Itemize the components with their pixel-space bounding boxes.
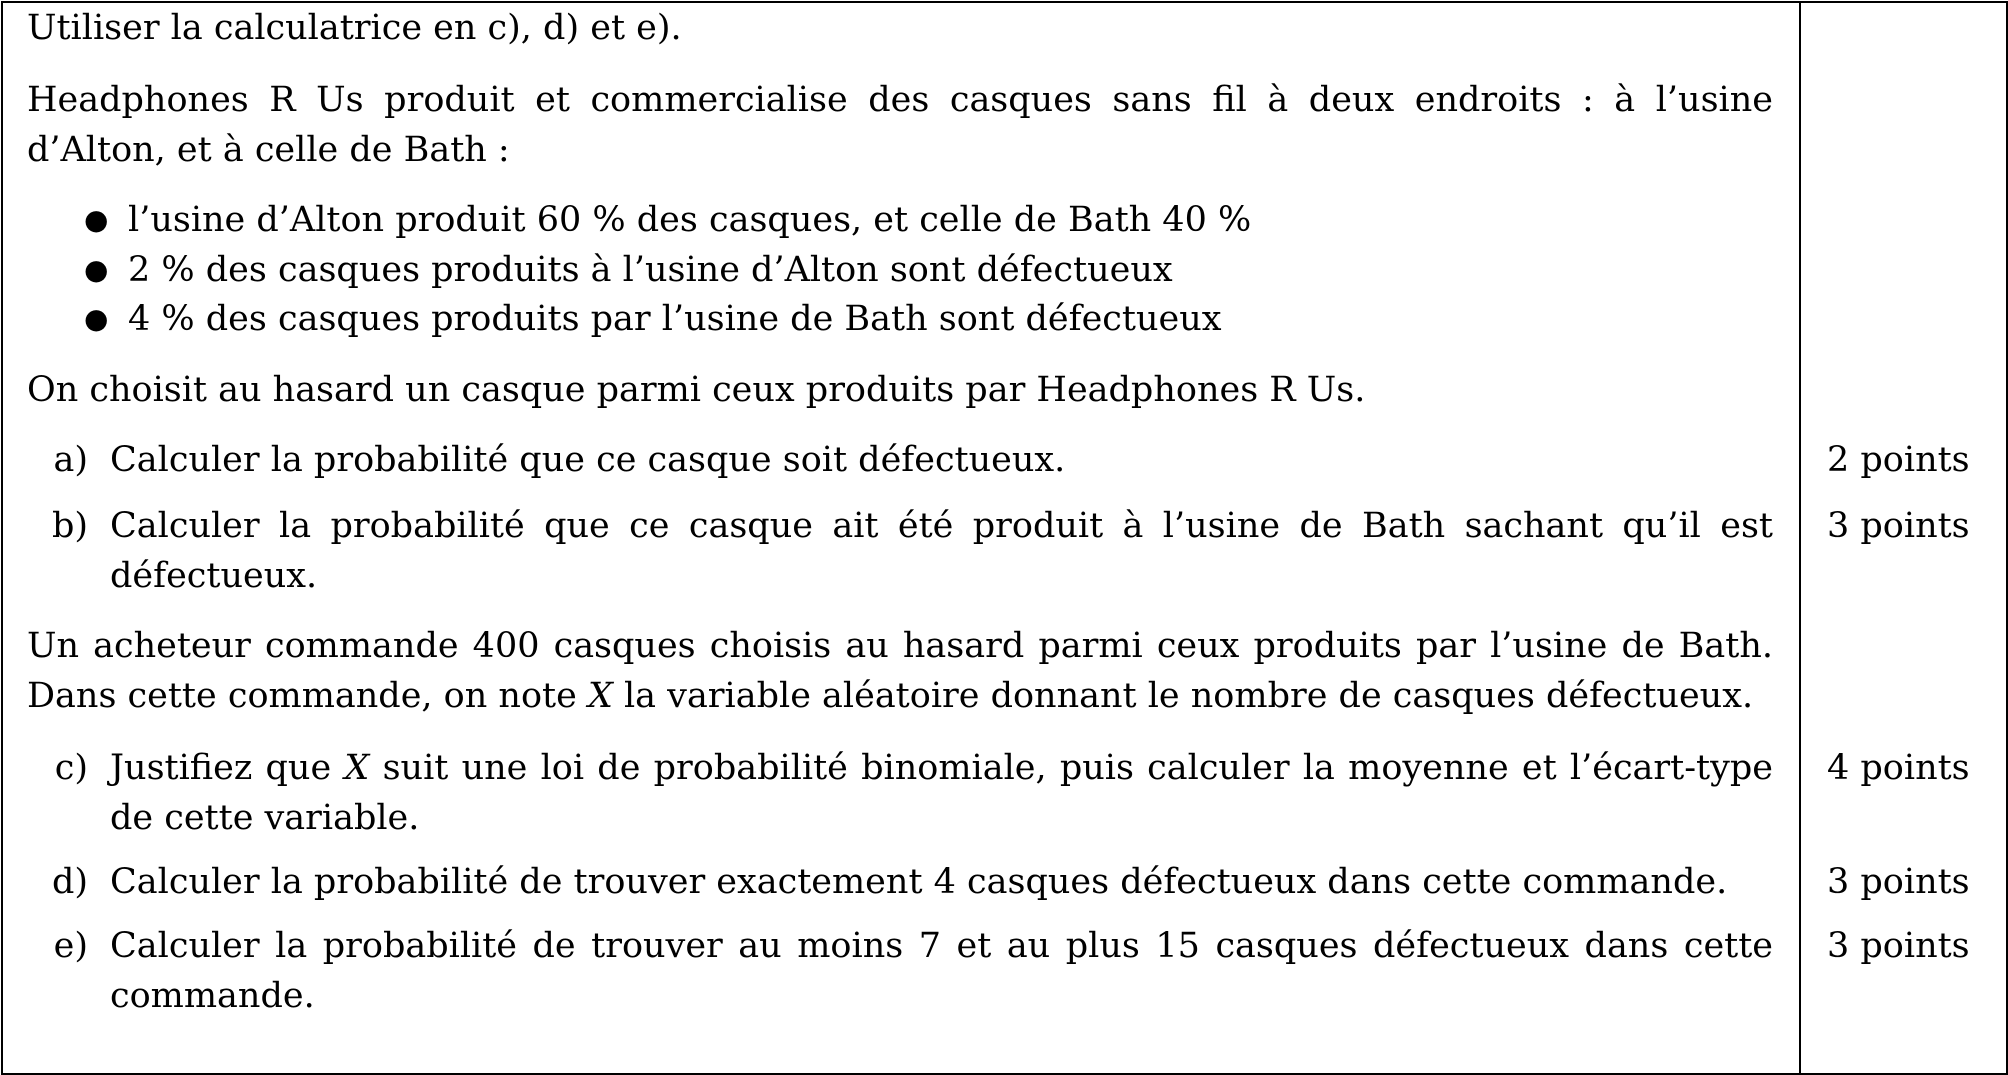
question-e-text: Calculer la probabilité de trouver au moins 7 et au plus 15 casques défectueux dans cette commande.	[110, 926, 1773, 1016]
bullet-icon: ●	[84, 203, 109, 236]
choice-sentence: On choisit au hasard un casque parmi ceux produits par Headphones R Us.	[27, 370, 1366, 410]
order-paragraph: Un acheteur commande 400 casques choisis au hasard parmi ceux produits par l’usine de Bath. Dans cette commande, on note X la variable aléatoire donnant le nombre de casques défectueux.	[27, 626, 1773, 716]
question-d-label: d)	[51, 862, 88, 902]
question-b-points: 3 points	[1827, 506, 1970, 546]
question-c-label: c)	[54, 748, 88, 788]
question-a-text: Calculer la probabilité que ce casque soit défectueux.	[110, 440, 1066, 480]
bullet-icon: ●	[84, 302, 109, 335]
question-a-label: a)	[53, 440, 88, 480]
points-column-divider	[1799, 1, 1801, 1074]
calculator-note: Utiliser la calculatrice en c), d) et e).	[27, 8, 682, 48]
question-d-text: Calculer la probabilité de trouver exactement 4 casques défectueux dans cette commande.	[110, 862, 1728, 902]
question-c-points: 4 points	[1827, 748, 1970, 788]
exam-page: Utiliser la calculatrice en c), d) et e). Headphones R Us produit et commercialise des casques sans fil à deux endroits : à l’usine d’Alton, et à celle de Bath : ● l’usine d’Alton produit 60 % des casques, et celle de Bath 40 % ● 2 % des casques produits à l’usine d’Alton sont défectueux ● 4 % des casques produits par l’usine de Bath sont défectueux On choisit au hasard un casque parmi ceux produits par Headphones R Us. a) Calculer la probabilité que ce casque soit défectueux. 2 points b) Calculer la probabilité que ce casque ait été produit à l’usine de Bath sachant qu’il est défectueux. 3 points Un acheteur commande 400 casques choisis au hasard parmi ceux produits par l’usine de Bath. Dans cette commande, on note X la variable aléatoire donnant le nombre de casques défectueux. c) Justifiez que X suit une loi de probabilité binomiale, puis calculer la moyenne et l’écart-type de cette variable. 4 points d) Calculer la probabilité de trouver exactement 4 casques défectueux dans cette commande. 3 points e) Calculer la probabilité de trouver au moins 7 et au plus 15 casques défectueux dans cette commande. 3 points	[0, 0, 2008, 1075]
variable-x: X	[344, 748, 370, 788]
question-c-text: Justifiez que X suit une loi de probabilité binomiale, puis calculer la moyenne et l’écart-type de cette variable.	[110, 748, 1773, 838]
variable-x: X	[587, 676, 613, 716]
question-e-points: 3 points	[1827, 926, 1970, 966]
question-a-points: 2 points	[1827, 440, 1970, 480]
question-e-label: e)	[53, 926, 88, 966]
bullet-icon: ●	[84, 253, 109, 286]
question-b-text: Calculer la probabilité que ce casque ait été produit à l’usine de Bath sachant qu’il est défectueux.	[110, 506, 1773, 596]
intro-paragraph: Headphones R Us produit et commercialise des casques sans fil à deux endroits : à l’usine d’Alton, et à celle de Bath :	[27, 80, 1773, 170]
question-d-points: 3 points	[1827, 862, 1970, 902]
question-b-label: b)	[51, 506, 88, 546]
